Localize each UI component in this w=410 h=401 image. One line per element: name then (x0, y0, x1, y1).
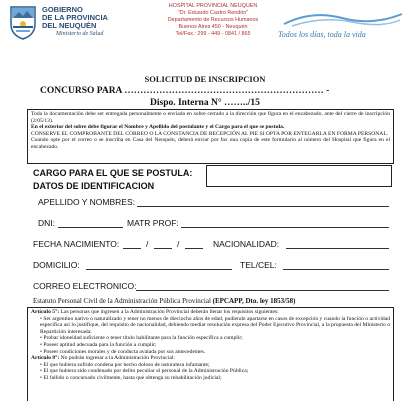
apellido-field[interactable] (137, 206, 389, 207)
fecha-day-field[interactable] (123, 248, 141, 249)
article8-item-text: El que hubiera sufrido condena por hecho doloso de naturaleza infamante; (43, 361, 210, 368)
articles-box (27, 307, 394, 401)
article8-item-text: El que hubiera sido condenado por delito peculiar al personal de la Administración Pública; (43, 368, 249, 375)
fecha-slash1: / (146, 239, 149, 249)
telcel-label: TEL/CEL: (240, 260, 277, 270)
article5-item: • Probar idoneidad suficiente o tener título habilitante para la función específica a cumplir; (40, 335, 243, 342)
apellido-label: APELLIDO Y NOMBRES: (38, 197, 135, 207)
ministry-label: Ministerio de Salud (56, 31, 104, 37)
fecha-label: FECHA NACIMIENTO: (33, 239, 120, 249)
correo-field[interactable] (136, 290, 389, 291)
notice-p4: Cuando opte por el correo o se inscriba en Casa del Neuquén, deberá enviar por fax una copia de este formulario al número del Hospital que figura en el encabezado. (31, 137, 390, 150)
matr-field[interactable] (181, 227, 389, 228)
article5-title: Artículo 5°: (31, 309, 60, 315)
article8-title: Artículo 8°: (31, 355, 60, 362)
article5-item-text: Probar idoneidad suficiente o tener título habilitante para la función específica a cumplir; (43, 335, 243, 342)
nacionalidad-field[interactable] (286, 248, 389, 249)
cargo-label: CARGO PARA EL QUE SE POSTULA: (33, 168, 193, 178)
datos-label: DATOS DE IDENTIFICACION (33, 181, 155, 191)
article8-item: • El que hubiera sufrido condena por hecho doloso de naturaleza infamante; (40, 361, 210, 368)
notice-box (27, 109, 394, 164)
dni-field[interactable] (58, 227, 123, 228)
notice-p1: Toda la documentación debe ser entregada personalmente o enviada en sobre cerrado a la dirección que figura en el encabezado, ante del cierre de inscripción (2/05/13). (31, 111, 390, 124)
nacionalidad-label: NACIONALIDAD: (213, 239, 280, 249)
neuquen-shield-icon (8, 4, 38, 40)
department-label: Departamento de Recursos Humanos (167, 17, 259, 23)
estatuto-bold: (EPCAPP, Dto. ley 1853/58) (212, 297, 296, 305)
fecha-year-field[interactable] (185, 248, 203, 249)
fecha-month-field[interactable] (154, 248, 172, 249)
gov-line3: DEL NEUQUÉN (42, 21, 97, 30)
notice-p2: En el exterior del sobre debe figurar el Nombre y Apellido del postulante y el Cargo para el que se postula. (31, 124, 285, 131)
article5-intro: Las personas que ingresen a la Administración Provincial deberán llenar los requisitos siguientes: (59, 309, 279, 315)
telcel-field[interactable] (283, 269, 389, 270)
article5-item: • Ser argentino nativo o naturalizado y tener no menos de dieciocho años de edad, pudiendo apartarse en casos de excepción y cuando la función o actividad específica así lo justifique, del requisito de nacionalidad, debiendo mediar resolución expresa del Poder Ejecutivo Provincial, a la propuesta del Ministerio o Repartición interesada; (40, 315, 390, 335)
correo-label: CORREO ELECTRONICO: (33, 281, 137, 291)
slogan-text: Todos los días, toda la vida (278, 30, 366, 39)
gov-line2: DE LA PROVINCIA (42, 13, 108, 22)
domicilio-label: DOMICILIO: (33, 260, 80, 270)
article5-item: • Poseer aptitud adecuada para la función a cumplir; (40, 341, 157, 348)
people-logo-icon (282, 6, 404, 28)
solicitud-title: SOLICITUD DE INSCRIPCION (144, 74, 266, 84)
gov-line1: GOBIERNO (42, 5, 83, 14)
article5-item: • Poseer condiciones morales y de conducta avalada por sus antecedentes. (40, 348, 206, 355)
estatuto-line (33, 297, 295, 305)
article5-item-text: Poseer aptitud adecuada para la función a cumplir; (43, 341, 157, 348)
article8-heading (31, 355, 390, 362)
estatuto-text: Estatuto Personal Civil de la Administración Pública Provincial (33, 297, 213, 305)
dni-label: DNI: (38, 218, 55, 228)
dispo-line: Dispo. Interna N° ……../15 (150, 98, 260, 108)
phone-label: Tel/Fax.: 299 - 449 - 0841 / 865 (175, 31, 251, 37)
hospital-name: HOSPITAL PROVINCIAL NEUQUEN (168, 3, 258, 9)
article5-heading (31, 309, 390, 316)
article8-item-text: El fallido o concursado civilmente, hasta que obtenga su rehabilitación judicial; (43, 374, 222, 381)
article8-item: • El que hubiera sido condenado por delito peculiar al personal de la Administración Pública; (40, 368, 249, 375)
article8-intro: No podrán ingresar a la Administración Provincial: (59, 355, 175, 362)
notice-p3: CONSERVE EL COMPROBANTE DEL CORREO O LA CONSTANCIA DE RECEPCIÓN AL PIE SI OPTA POR ENTEGARLA EN FORMA PERSONAL. (31, 130, 389, 137)
address-label: Buenos Aires 450 - Neuquén (178, 24, 248, 30)
matr-label: MATR PROF: (127, 218, 179, 228)
domicilio-field[interactable] (86, 269, 232, 270)
article5-item-text: Poseer condiciones morales y de conducta avalada por sus antecedentes. (43, 348, 206, 355)
hospital-dr: "Dr. Eduardo Castro Rendón" (177, 10, 249, 16)
fecha-slash2: / (177, 239, 180, 249)
cargo-input-box[interactable] (206, 165, 392, 187)
article8-item: • El fallido o concursado civilmente, hasta que obtenga su rehabilitación judicial; (40, 374, 222, 381)
concurso-line: CONCURSO PARA ……………………………………………………… - (40, 86, 330, 96)
article5-item-text: Ser argentino nativo o naturalizado y tener no menos de dieciocho años de edad, pudiendo apartarse en casos de excepción y cuando la función o actividad específica así lo justifique, del requisito de nacionalidad, debiendo mediar resolución expresa del Poder Ejecutivo Provincial, a la propuesta del Ministerio o Repartición interesada; (40, 315, 390, 335)
